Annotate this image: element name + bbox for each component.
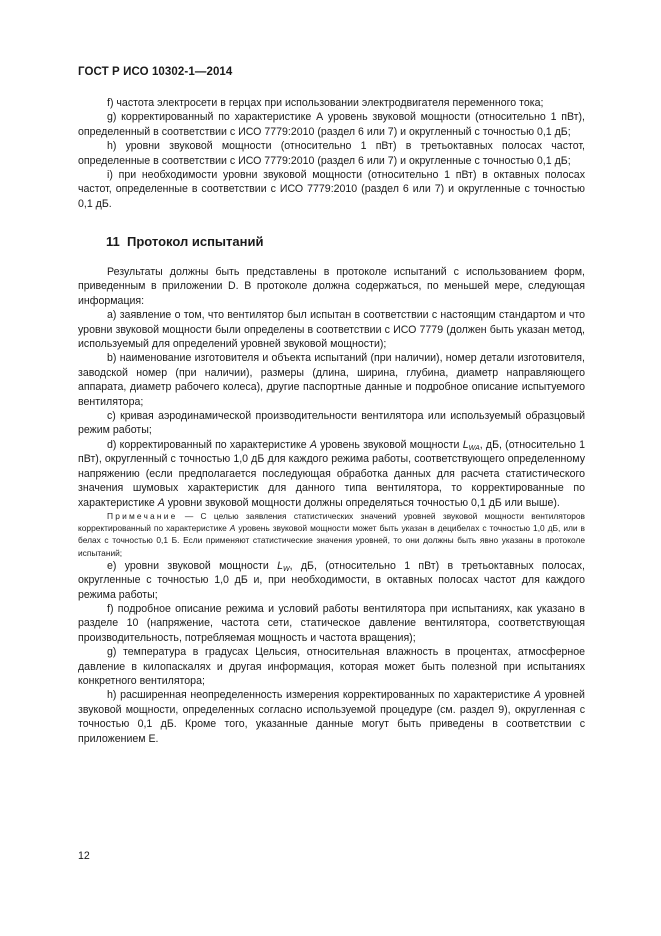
item-a: а) заявление о том, что вентилятор был испытан в соответствии с настоящим стандартом и что уровни звуковой мощности были определены в соответствии с ИСО 7779 (должен быть указан метод, используемый для определений уровней звуковой мощности); — [78, 309, 585, 351]
item-b: b) наименование изготовителя и объекта испытаний (при наличии), номер детали изготовителя, заводской номер (при наличии), размеры (длина, ширина, глубина, диаметр направляющего аппарата, диаметр рабочего колеса), другие паспортные данные и подробное описание испытуемого вентилятора; — [78, 352, 585, 408]
section-number: 11 — [106, 234, 120, 249]
section-heading — [106, 234, 263, 249]
note-paragraph: Примечание — С целью заявления статистических значений уровней звуковой мощности вентиляторов корректированный по характеристике А уровень звуковой мощности может быть указан в децибелах с точностью 1,0 дБ, или в белах с точностью 0,1 Б. Если применяют статистические значения уровней, то они должны быть явно указаны в протоколе испытаний; — [78, 510, 586, 558]
item-g-power-level-a: g) корректированный по характеристике А уровень звуковой мощности (относительно 1 пВт), определенный в соответствии с ИСО 7779:2010 (раздел 6 или 7) и округленный с точностью 0,1 дБ; — [78, 111, 585, 138]
document-code-header: ГОСТ Р ИСО 10302-1—2014 — [78, 66, 233, 78]
item-c: c) кривая аэродинамической производительности вентилятора или используемый образцовый режим работы; — [78, 410, 585, 437]
section-title: Протокол испытаний — [126, 234, 264, 249]
item-i-octave: i) при необходимости уровни звуковой мощности (относительно 1 пВт) в октавных полосах частот, определенные в соответствии с ИСО 7779:2010 (раздел 6 или 7) и округленные с точностью 0,1 дБ. — [78, 169, 585, 210]
item-f-conditions: f) подробное описание режима и условий работы вентилятора при испытаниях, как указано в разделе 10 (напряжение, частота сети, статическое давление вентилятора, соответствующая производительность, потребляемая мощность и частота вращения); — [78, 602, 585, 644]
report-content-block — [78, 265, 585, 746]
item-h-third-octave: h) уровни звуковой мощности (относительно 1 пВт) в третьоктавных полосах частот, определенные в соответствии с ИСО 7779:2010 (раздел 6 или 7) и округленные с точностью 0,1 дБ; — [78, 140, 585, 167]
item-g-environment: g) температура в градусах Цельсия, относительная влажность в процентах, атмосферное давление в килопаскалях и другая информация, которая может быть полезной при испытаниях конкретного вентилятора; — [78, 646, 585, 687]
item-e: e) уровни звуковой мощности $L_W$, дБ, (относительно 1 пВт) в третьоктавных полосах, округленные с точностью 1,0 дБ и, при необходимости, в октавных полосах частот для каждого режима работы; — [78, 559, 585, 601]
intro-paragraph: Результаты должны быть представлены в протоколе испытаний с использованием форм, приведенным в приложении D. В протоколе должна содержаться, по меньшей мере, следующая информация: — [78, 266, 585, 307]
item-f-frequency: f) частота электросети в герцах при использовании электродвигателя переменного тока; — [107, 97, 544, 109]
top-items-block — [78, 96, 585, 211]
item-h-uncertainty: h) расширенная неопределенность измерения корректированных по характеристике А уровней звуковой мощности, определенных согласно используемой процедуре (см. раздел 9), округленная с точностью 0,1 дБ. Кроме того, указанные данные могут быть приведены в соответствии с приложением Е. — [78, 689, 585, 745]
item-d: d) корректированный по характеристике А уровень звуковой мощности $L_{WA}$, дБ, (относительно 1 пВт), округленный с точностью 1,0 дБ для каждого режима работы, соответствующего определенному напряжению (если предполагается последующая обработка данных для расчета статистического значения шумовых характеристик для данного типа вентилятора, то корректированные по характеристике А уровни звуковой мощности должны определяться точностью 0,1 дБ или выше). — [78, 438, 585, 509]
page-number: 12 — [78, 850, 90, 862]
note-label: Примечание — [107, 510, 178, 521]
